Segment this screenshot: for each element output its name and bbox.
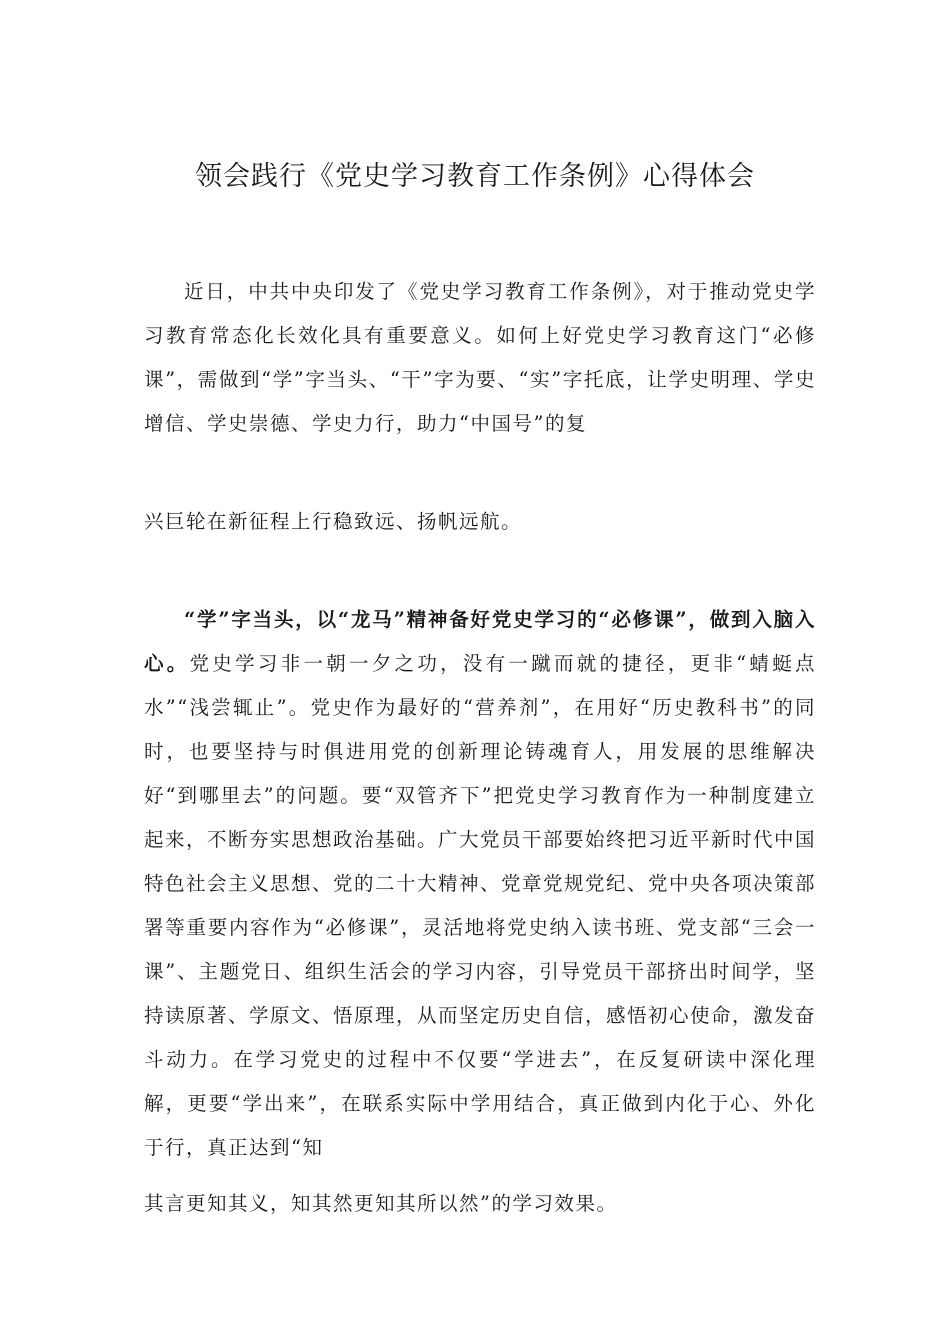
- paragraph-intro-continued: 兴巨轮在新征程上行稳致远、扬帆远航。: [144, 510, 523, 533]
- section-one-heading: “学”字当头，以“龙马”精神备好党史学习的“必修课”，做到入脑入心。: [144, 608, 816, 675]
- paragraph-intro: 近日，中共中央印发了《党史学习教育工作条例》，对于推动党史学习教育常态化长效化具有重要意义。如何上好党史学习教育这门“必修课”，需做到“学”字当头、“干”字为要、“实”字托底，让学史明理、学史增信、学史崇德、学史力行，助力“中国号”的复: [144, 280, 816, 435]
- section-one-body: 党史学习非一朝一夕之功，没有一蹴而就的捷径，更非“蜻蜓点水”“浅尝辄止”。党史作为最好的“营养剂”，在用好“历史教科书”的同时，也要坚持与时俱进用党的创新理论铸魂育人，用发展的思维解决好“到哪里去”的问题。要“双管齐下”把党史学习教育作为一种制度建立起来，不断夯实思想政治基础。广大党员干部要始终把习近平新时代中国特色社会主义思想、党的二十大精神、党章党规党纪、党中央各项决策部署等重要内容作为“必修课”，灵活地将党史纳入读书班、党支部“三会一课”、主题党日、组织生活会的学习内容，引导党员干部挤出时间学，坚持读原著、学原文、悟原理，从而坚定历史自信，感悟初心使命，激发奋斗动力。在学习党史的过程中不仅要“学进去”，在反复研读中深化理解，更要“学出来”，在联系实际中学用结合，真正做到内化于心、外化于行，真正达到“知: [144, 652, 817, 1159]
- paragraph-section-one: [144, 598, 816, 1170]
- document-title: 领会践行《党史学习教育工作条例》心得体会: [195, 161, 755, 192]
- paragraph-section-one-last-line: 其言更知其义，知其然更知其所以然”的学习效果。: [144, 1192, 618, 1215]
